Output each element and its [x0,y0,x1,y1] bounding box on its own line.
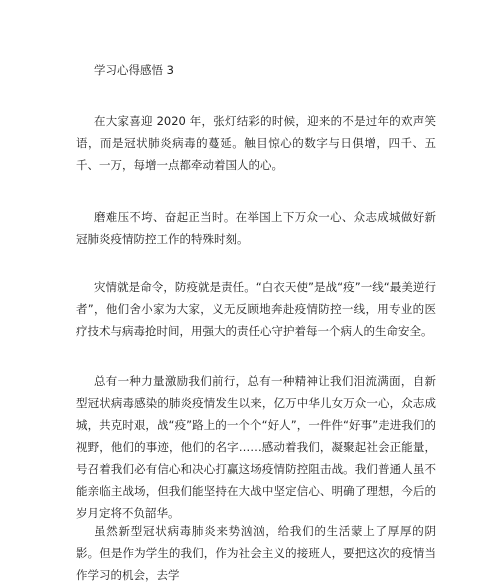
paragraph-3: 灾情就是命令，防疫就是责任。“白衣天使”是战“疫”一线“最美逆行者”，他们舍小家为大家，义无反顾地奔赴疫情防控一线，用专业的医疗技术与病毒抢时间，用强大的责任心守护着每一个病人的生命安全。 [76,280,436,338]
paragraph-4: 总有一种力量激励我们前行，总有一种精神让我们泪流满面，自新型冠状病毒感染的肺炎疫情发生以来，亿万中华儿女万众一心，众志成城，共克时艰，战“疫”路上的一个个“好人”，一件件“好事”走进我们的视野，他们的事迹，他们的名字……感动着我们，凝聚起社会正能量，号召着我们必有信心和决心打赢这场疫情防控阻击战。我们普通人虽不能亲临主战场，但我们能坚持在大战中坚定信心、明确了理想，今后的岁月定将不负韶华。 [76,374,436,520]
paragraph-1: 在大家喜迎 2020 年，张灯结彩的时候，迎来的不是过年的欢声笑语，而是冠状肺炎病毒的蔓延。触目惊心的数字与日俱增，四千、五千、一万，每增一点都牵动着国人的心。 [76,114,436,172]
paragraph-5: 虽然新型冠状病毒肺炎来势汹汹，给我们的生活蒙上了厚厚的阴影。但是作为学生的我们，作为社会主义的接班人，要把这次的疫情当作学习的机会，去学 [76,524,436,582]
document-title: 学习心得感悟 3 [94,63,174,77]
paragraph-2: 磨难压不垮、奋起正当时。在举国上下万众一心、众志成城做好新冠肺炎疫情防控工作的特殊时刻。 [76,210,436,246]
